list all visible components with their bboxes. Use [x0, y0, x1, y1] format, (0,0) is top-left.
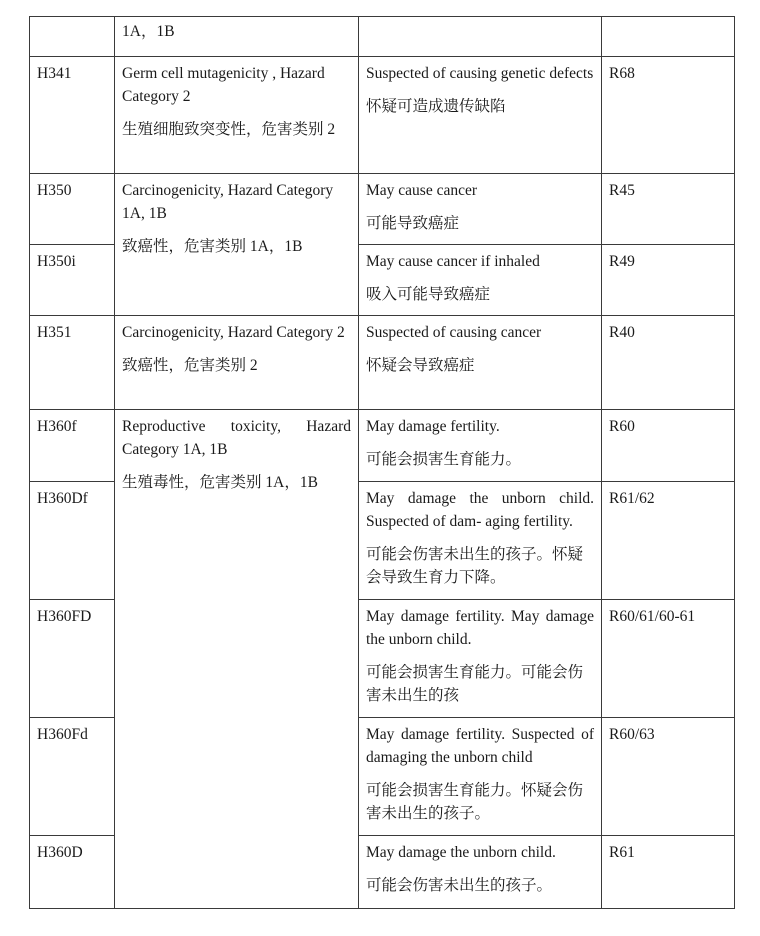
statement-zh: 可能会损害生育能力。怀疑会伤害未出生的孩子。	[366, 782, 584, 822]
statement-cell	[359, 245, 602, 316]
statement-cell	[359, 17, 602, 57]
code-cell	[30, 17, 115, 57]
statement-zh: 可能会伤害未出生的孩子。	[366, 877, 553, 894]
r-phrase-cell: R60/61/60-61	[602, 600, 735, 718]
statement-en: May cause cancer if inhaled	[366, 253, 540, 270]
code-cell: H360FD	[30, 600, 115, 718]
statement-zh: 可能会伤害未出生的孩子。怀疑会导致生育力下降。	[366, 546, 584, 586]
r-phrase-cell: R61/62	[602, 482, 735, 600]
statement-en: Suspected of causing genetic defects	[366, 65, 594, 82]
statement-cell	[359, 836, 602, 909]
hazard-class-zh: 致癌性，危害类别 1A，1B	[122, 238, 303, 255]
hazard-class-cell	[115, 316, 359, 410]
code-cell: H360Fd	[30, 718, 115, 836]
r-phrase-cell: R61	[602, 836, 735, 909]
code-cell: H351	[30, 316, 115, 410]
statement-cell	[359, 600, 602, 718]
table-row	[30, 316, 735, 410]
table-row	[30, 57, 735, 174]
hazard-class-cell	[115, 410, 359, 909]
statement-zh: 吸入可能导致癌症	[366, 286, 491, 303]
statement-cell	[359, 410, 602, 482]
hazard-class-en: Carcinogenicity, Hazard Category 2	[122, 324, 345, 341]
hazard-class-cell	[115, 57, 359, 174]
r-phrase-cell: R40	[602, 316, 735, 410]
statement-zh: 怀疑可造成遗传缺陷	[366, 98, 506, 115]
statement-en: May cause cancer	[366, 182, 478, 199]
table-row	[30, 410, 735, 482]
statement-zh: 可能会损害生育能力。可能会伤害未出生的孩	[366, 664, 584, 704]
code-cell: H360Df	[30, 482, 115, 600]
r-phrase-cell	[602, 17, 735, 57]
code-cell: H350	[30, 174, 115, 245]
statement-cell	[359, 57, 602, 174]
r-phrase-cell: R60/63	[602, 718, 735, 836]
hazard-class-en: Germ cell mutagenicity , Hazard Category 2	[122, 65, 325, 105]
hazard-class-cell	[115, 17, 359, 57]
hazard-class-zh: 1A，1B	[122, 23, 175, 40]
statement-en: May damage fertility. May damage the unborn child.	[366, 608, 594, 648]
code-cell: H341	[30, 57, 115, 174]
statement-en: May damage the unborn child. Suspected of dam- aging fertility.	[366, 490, 594, 530]
r-phrase-cell: R49	[602, 245, 735, 316]
r-phrase-cell: R68	[602, 57, 735, 174]
statement-zh: 可能导致癌症	[366, 215, 460, 232]
statement-zh: 可能会损害生育能力。	[366, 451, 522, 468]
hazard-class-en: Carcinogenicity, Hazard Category 1A, 1B	[122, 182, 334, 222]
table-row	[30, 17, 735, 57]
statement-cell	[359, 174, 602, 245]
r-phrase-cell: R45	[602, 174, 735, 245]
statement-en: May damage the unborn child.	[366, 844, 556, 861]
table-row	[30, 174, 735, 245]
hazard-class-cell	[115, 174, 359, 316]
hazard-class-zh: 生殖细胞致突变性，危害类别 2	[122, 121, 336, 138]
hazard-class-zh: 致癌性，危害类别 2	[122, 357, 258, 374]
code-cell: H360f	[30, 410, 115, 482]
statement-en: May damage fertility. Suspected of damaging the unborn child	[366, 726, 594, 766]
statement-en: May damage fertility.	[366, 418, 500, 435]
hazard-class-zh: 生殖毒性，危害类别 1A，1B	[122, 474, 318, 491]
statement-cell	[359, 316, 602, 410]
hazard-class-en: Reproductive toxicity, Hazard Category 1A, 1B	[122, 418, 351, 458]
hazard-statement-table	[29, 16, 735, 909]
statement-cell	[359, 718, 602, 836]
r-phrase-cell: R60	[602, 410, 735, 482]
code-cell: H360D	[30, 836, 115, 909]
statement-en: Suspected of causing cancer	[366, 324, 542, 341]
statement-zh: 怀疑会导致癌症	[366, 357, 475, 374]
statement-cell	[359, 482, 602, 600]
code-cell: H350i	[30, 245, 115, 316]
